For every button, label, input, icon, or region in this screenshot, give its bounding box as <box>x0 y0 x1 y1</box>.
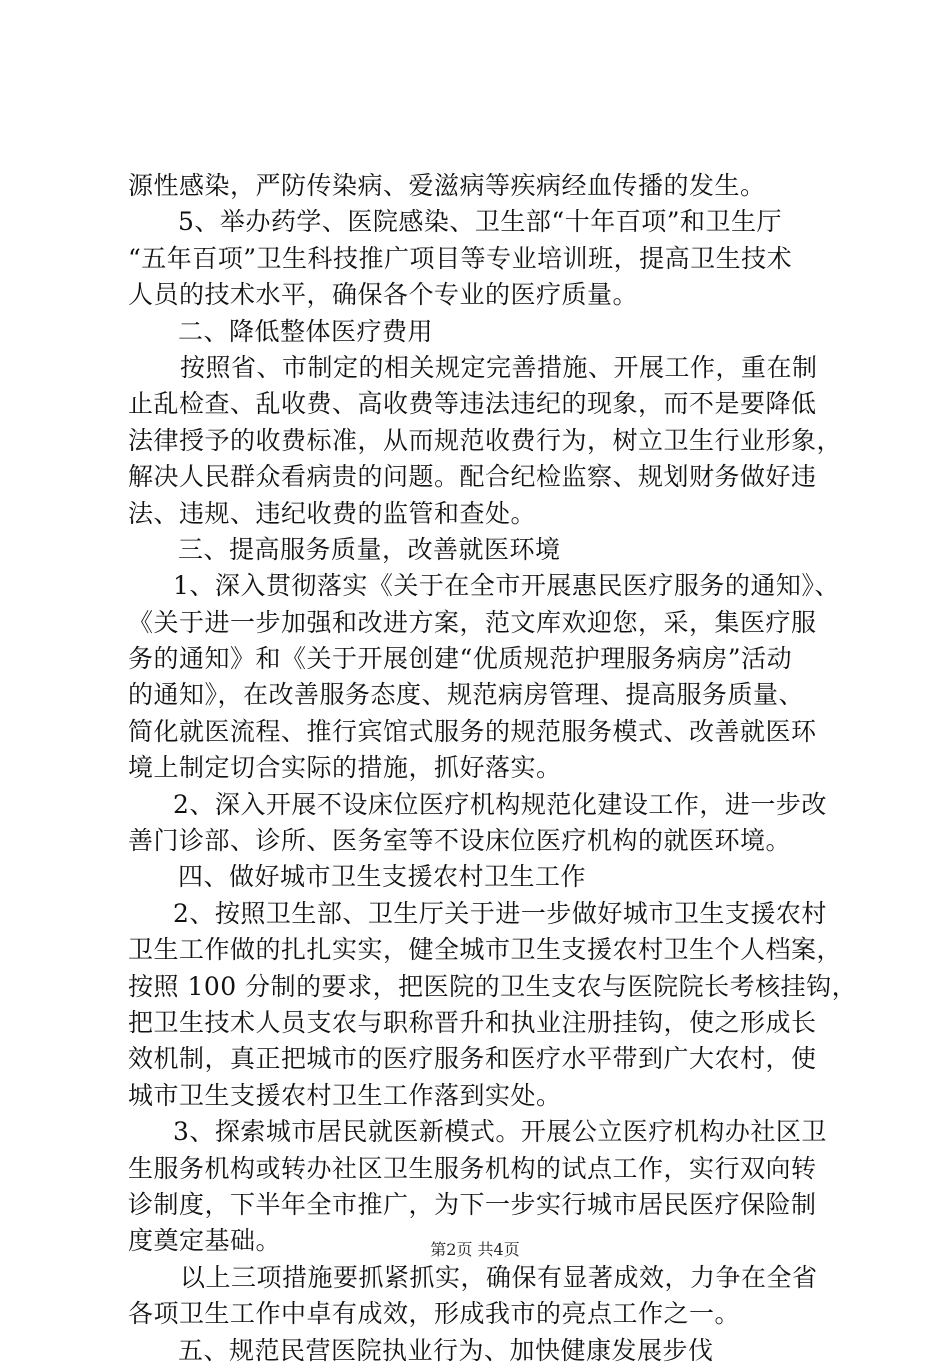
text-line: 把卫生技术人员支农与职称晋升和执业注册挂钩，使之形成长 <box>128 1007 817 1037</box>
text-line: 的通知》，在改善服务态度、规范病房管理、提高服务质量、 <box>128 680 805 710</box>
page-number-footer: 第2页 共4页 <box>430 1240 520 1259</box>
text-line: 5、举办药学、医院感染、卫生部“十年百项”和卫生厅 <box>178 207 782 237</box>
text-line: 按照 100 分制的要求，把医院的卫生支农与医院院长考核挂钩， <box>128 971 858 1001</box>
text-line: 人员的技术水平，确保各个专业的医疗质量。 <box>128 280 639 310</box>
text-line: 各项卫生工作中卓有成效，形成我市的亮点工作之一。 <box>128 1299 741 1329</box>
text-line: 解决人民群众看病贵的问题。配合纪检监察、规划财务做好违 <box>128 462 817 492</box>
section-heading: 三、提高服务质量，改善就医环境 <box>178 534 561 564</box>
text-line: 《关于进一步加强和改进方案，范文库欢迎您，采，集医疗服 <box>128 607 817 637</box>
text-line: 法律授予的收费标准，从而规范收费行为，树立卫生行业形象， <box>128 425 843 455</box>
text-line: 善门诊部、诊所、医务室等不设床位医疗机构的就医环境。 <box>128 826 792 856</box>
text-line: 按照省、市制定的相关规定完善措施、开展工作，重在制 <box>180 352 818 382</box>
text-line: 源性感染，严防传染病、爱滋病等疾病经血传播的发生。 <box>128 171 766 200</box>
section-heading: 四、做好城市卫生支援农村卫生工作 <box>178 862 587 892</box>
text-line: 以上三项措施要抓紧抓实，确保有显著成效，力争在全省 <box>180 1262 818 1292</box>
text-line: 效机制，真正把城市的医疗服务和医疗水平带到广大农村，使 <box>128 1044 817 1074</box>
text-line: 卫生工作做的扎扎实实，健全城市卫生支援农村卫生个人档案， <box>128 935 843 965</box>
text-line: 3、探索城市居民就医新模式。开展公立医疗机构办社区卫 <box>173 1117 827 1147</box>
text-line: 简化就医流程、推行宾馆式服务的规范服务模式、改善就医环 <box>128 716 817 746</box>
text-line: 境上制定切合实际的措施，抓好落实。 <box>128 753 562 783</box>
text-line: 1、深入贯彻落实《关于在全市开展惠民医疗服务的通知》、 <box>173 571 840 601</box>
section-heading: 五、规范民营医院执业行为、加快健康发展步伐 <box>178 1335 714 1365</box>
text-line: 法、违规、违纪收费的监管和查处。 <box>128 498 537 528</box>
section-heading: 二、降低整体医疗费用 <box>178 316 434 346</box>
document-body <box>128 168 858 1369</box>
text-line: 诊制度，下半年全市推广，为下一步实行城市居民医疗保险制 <box>128 1189 817 1219</box>
text-line: 城市卫生支援农村卫生工作落到实处。 <box>128 1080 562 1110</box>
text-line: “五年百项”卫生科技推广项目等专业培训班，提高卫生技术 <box>128 243 793 273</box>
text-line: 生服务机构或转办社区卫生服务机构的试点工作，实行双向转 <box>128 1153 817 1183</box>
text-line: 止乱检查、乱收费、高收费等违法违纪的现象，而不是要降低 <box>128 389 817 419</box>
text-line: 度奠定基础。 <box>128 1226 282 1256</box>
text-line: 2、深入开展不设床位医疗机构规范化建设工作，进一步改 <box>173 789 827 819</box>
text-line: 2、按照卫生部、卫生厅关于进一步做好城市卫生支援农村 <box>173 898 827 928</box>
text-line: 务的通知》和《关于开展创建“优质规范护理服务病房”活动 <box>128 644 793 674</box>
